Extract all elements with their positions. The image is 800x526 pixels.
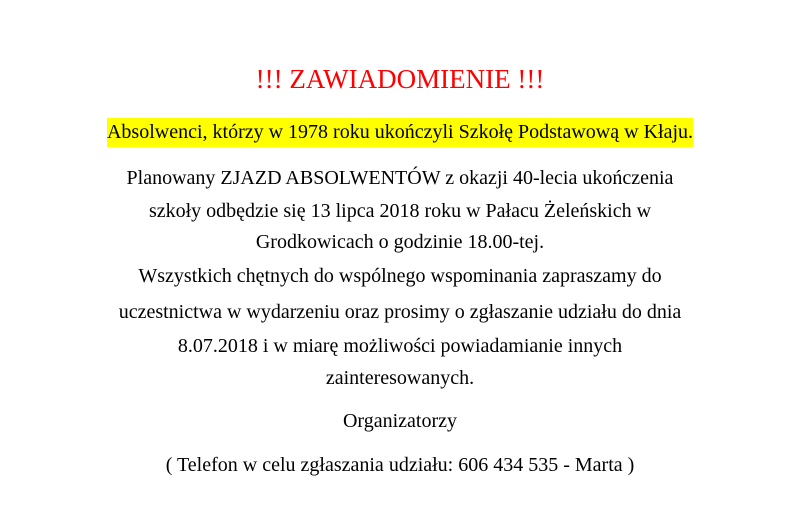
reunion-paragraph-line-3: Grodkowicach o godzinie 18.00-tej. <box>255 231 545 253</box>
reunion-paragraph-line-1: Planowany ZJAZD ABSOLWENTÓW z okazji 40-lecia ukończenia <box>126 167 674 189</box>
reunion-paragraph-line-2: szkoły odbędzie się 13 lipca 2018 roku w Pałacu Żeleńskich w <box>148 200 652 222</box>
invitation-paragraph-line-1: Wszystkich chętnych do wspólnego wspominania zapraszamy do <box>138 265 662 287</box>
invitation-paragraph-line-3: 8.07.2018 i w miarę możliwości powiadamianie innych <box>177 335 623 357</box>
highlighted-graduates-text: Absolwenci, którzy w 1978 roku ukończyli Szkołę Podstawową w Kłaju. <box>107 118 693 147</box>
contact-phone-line: ( Telefon w celu zgłaszania udziału: 606 434 535 - Marta ) <box>165 454 635 476</box>
organizers-signature: Organizatorzy <box>342 410 458 432</box>
highlighted-graduates-line <box>0 122 800 142</box>
invitation-paragraph-line-4: zainteresowanych. <box>325 367 475 389</box>
notice-title: !!! ZAWIADOMIENIE !!! <box>255 64 545 94</box>
invitation-paragraph-line-2: uczestnictwa w wydarzeniu oraz prosimy o zgłaszanie udziału do dnia <box>118 301 682 323</box>
